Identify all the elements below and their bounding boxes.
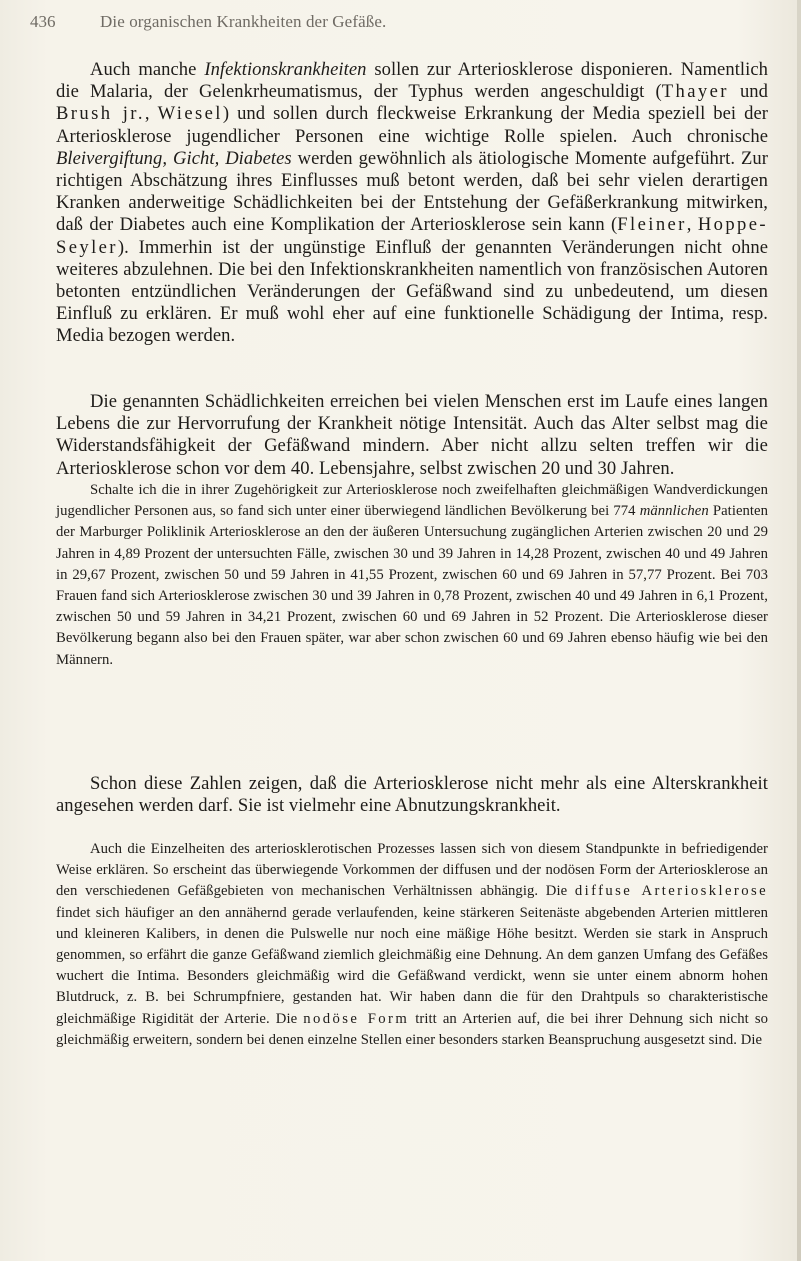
author-name: Brush jr. xyxy=(56,103,145,125)
paragraph-text: ). Immerhin ist der ungünstige Einfluß der genannten Veränderungen nicht ohne weiteres abzulehnen. Die bei den Infektionskrankheiten namentlich von französischen Autoren betonten entzündlichen Veränderungen der Gefäßwand sind zu unbedeutend, um diesen Einfluß zu erklären. Er muß wohl eher auf eine funktionelle Schädigung der Intima, resp. Media bezogen werden. xyxy=(56,236,768,347)
paragraph-text: , xyxy=(144,103,158,125)
author-name: Wiesel xyxy=(157,103,223,125)
italic-text: Infektionskrankheiten xyxy=(204,59,367,80)
page-number: 436 xyxy=(30,12,56,31)
page-edge xyxy=(797,0,801,1261)
author-name: Thayer xyxy=(661,81,729,103)
author-name: Hoppe-Seyler xyxy=(56,214,768,258)
paragraph-text: ) und sollen durch fleckweise Erkrankung der Media speziell bei der Arteriosklerose jugendlicher Personen eine wichtige Rolle spielen. Auch chronische xyxy=(56,103,768,147)
paragraph-text: findet sich häufiger an den annähernd gerade verlaufenden, keine stärkeren Seitenäste abgebenden Arterien mittleren und kleineren Kalibers, in denen die Pulswelle nur noch eine mäßige Höhe besitzt. Werden sie stark in Anspruch genommen, so erfährt die ganze Gefäßwand ziemlich gleichmäßig eine Dehnung. An dem ganzen Umfang des Gefäßes wuchert die Intima. Besonders gleichmäßig wird die Gefäßwand verdickt, wenn sie unter einem abnorm hohen Blutdruck, z. B. bei Schrumpfniere, gestanden hat. Wir haben dann die für den Drahtpuls so charakteristische gleichmäßige Rigidität der Arterie. Die xyxy=(56,904,768,1027)
paragraph-text: tritt an Arterien auf, die bei ihrer Dehnung sich nicht so gleichmäßig erweitern, sondern bei denen einzelne Stellen einer besonders starken Beanspruchung ausgesetzt sind. Die xyxy=(56,1010,768,1048)
paragraph-conclusion: Schon diese Zahlen zeigen, daß die Arteriosklerose nicht mehr als eine Alterskrankheit angesehen werden darf. Sie ist vielmehr eine Abnutzungskrankheit. xyxy=(56,773,768,817)
paragraph-text: und xyxy=(728,81,768,103)
paragraph-infection-diseases xyxy=(56,59,768,348)
emphasized-term: diffuse Arteriosklerose xyxy=(574,883,768,900)
paragraph-text: werden gewöhnlich als ätiologische Momente aufgeführt. Zur richtigen Abschätzung ihres Einflusses muß betont werden, daß bei sehr vielen derartigen Kranken anderweitige Schädlichkeiten bei der Entstehung der Gefäßerkrankung mitwirken, daß der Diabetes auch eine Komplikation der Arteriosklerose sein kann ( xyxy=(56,147,768,236)
paragraph-process-details xyxy=(56,839,768,1051)
running-title: Die organischen Krankheiten der Gefäße. xyxy=(100,12,387,31)
paragraph-text: Auch manche xyxy=(90,59,205,80)
paragraph-text: Schalte ich die in ihrer Zugehörigkeit zur Arteriosklerose noch zweifelhaften gleichmäßigen Wandverdickungen jugendlicher Personen aus, so fand sich unter einer überwiegend ländlichen Bevölkerung bei 774 xyxy=(56,482,768,520)
paragraph-age-resistance: Die genannten Schädlichkeiten erreichen bei vielen Menschen erst im Laufe eines langen Lebens die zur Hervorrufung der Krankheit nötige Intensität. Auch das Alter selbst mag die Widerstandsfähigkeit der Gefäßwand mindern. Aber nicht allzu selten treffen wir die Arteriosklerose schon vor dem 40. Lebensjahre, selbst zwischen 20 und 30 Jahren. xyxy=(56,391,768,479)
emphasized-term: nodöse Form xyxy=(303,1010,410,1027)
paragraph-text: , xyxy=(686,214,698,236)
paragraph-text: Auch die Einzelheiten des arteriosklerotischen Prozesses lassen sich von diesem Standpunkte in befriedigender Weise erklären. So erscheint das überwiegende Vorkommen der diffusen und der nodösen Form der Arteriosklerose an den verschiedenen Gefäßgebieten von mechanischen Verhältnissen abhängig. Die xyxy=(56,841,768,900)
italic-text: männlichen xyxy=(639,503,709,520)
page-header xyxy=(30,8,790,36)
paragraph-text: Patienten der Marburger Poliklinik Arteriosklerose an den der äußeren Untersuchung zugänglichen Arterien zwischen 20 und 29 Jahren in 4,89 Prozent der untersuchten Fälle, zwischen 30 und 39 Jahren in 14,28 Prozent, zwischen 40 und 49 Jahren in 29,67 Prozent, zwischen 50 und 59 Jahren in 41,55 Prozent, zwischen 60 und 69 Jahren in 57,77 Prozent. Bei 703 Frauen fand sich Arteriosklerose zwischen 30 und 39 Jahren in 0,78 Prozent, zwischen 40 und 49 Jahren in 6,1 Prozent, zwischen 50 und 59 Jahren in 34,21 Prozent, zwischen 60 und 69 Jahren in 52 Prozent. Die Arteriosklerose dieser Bevölkerung begann also bei den Frauen später, war aber schon zwischen 60 und 69 Jahren ebenso häufig wie bei den Männern. xyxy=(56,503,768,668)
paragraph-statistics xyxy=(56,480,768,671)
author-name: Fleiner xyxy=(617,214,687,236)
paragraph-text: sollen zur Arteriosklerose disponieren. Namentlich die Malaria, der Gelenkrheumatismus, der Typhus werden angeschuldigt ( xyxy=(56,59,768,103)
italic-text: Bleivergiftung, Gicht, Diabetes xyxy=(56,147,292,169)
